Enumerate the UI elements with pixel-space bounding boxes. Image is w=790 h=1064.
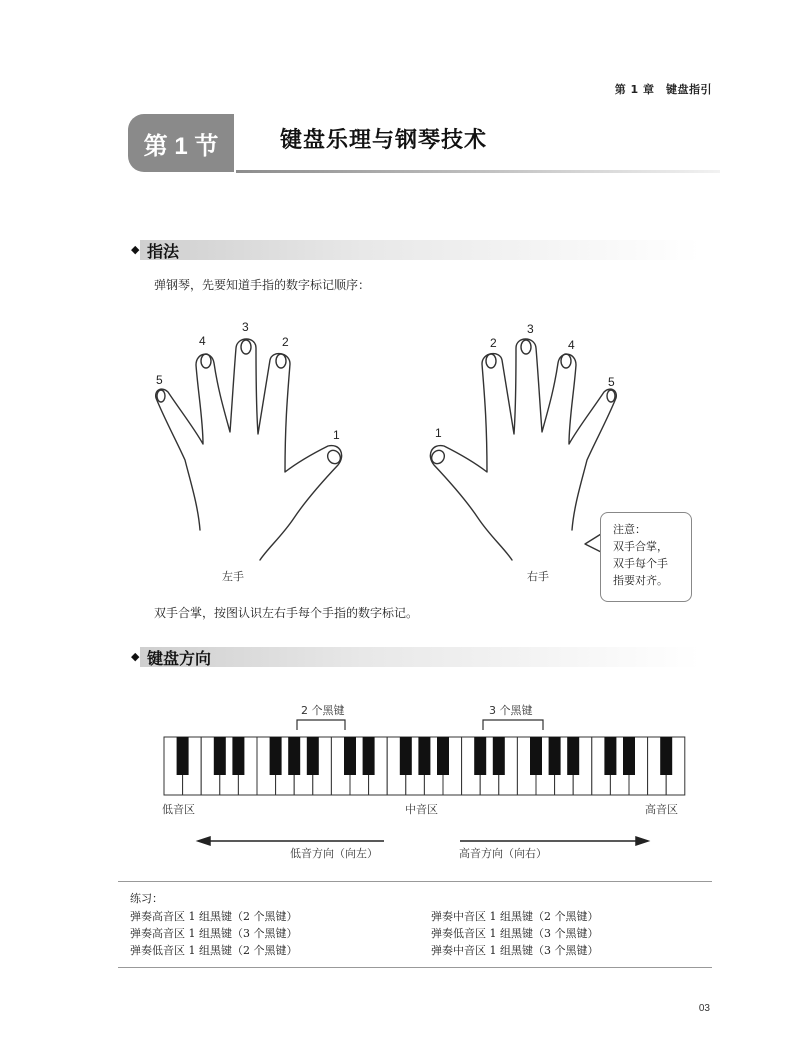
right-finger-number: 3	[527, 322, 534, 336]
black-key	[567, 737, 579, 775]
high-register-label: 高音区	[645, 803, 678, 816]
low-register-label: 低音区	[162, 803, 195, 816]
low-direction-label: 低音方向（向左）	[290, 847, 378, 860]
diamond-bullet-icon: ◆	[131, 243, 140, 256]
exercise-item: 弹奏中音区 1 组黑键（3 个黑键）	[431, 944, 599, 957]
two-black-keys-label: 2 个黑键	[301, 704, 345, 717]
left-finger-number: 4	[199, 334, 206, 348]
note-line: 双手每个手	[613, 557, 668, 570]
black-key	[270, 737, 282, 775]
black-key	[549, 737, 561, 775]
diamond-bullet-icon: ◆	[131, 650, 140, 663]
black-key	[493, 737, 505, 775]
black-key	[400, 737, 412, 775]
section-title: 键盘乐理与钢琴技术	[280, 128, 488, 153]
chapter-header: 第 1 章 键盘指引	[614, 83, 712, 96]
right-finger-number: 5	[608, 375, 615, 389]
left-finger-number: 1	[333, 428, 340, 442]
exercise-title: 练习：	[130, 892, 163, 905]
black-key	[530, 737, 542, 775]
high-direction-label: 高音方向（向右）	[459, 847, 547, 860]
three-black-keys-label: 3 个黑键	[489, 704, 533, 717]
exercise-item: 弹奏高音区 1 组黑键（2 个黑键）	[130, 910, 298, 923]
left-hand-label: 左手	[222, 570, 244, 583]
exercise-item: 弹奏低音区 1 组黑键（2 个黑键）	[130, 944, 298, 957]
black-key	[288, 737, 300, 775]
fingering-heading: 指法	[147, 242, 180, 261]
right-finger-number: 4	[568, 338, 575, 352]
low-arrowhead-icon	[198, 837, 210, 845]
fingering-intro: 弹钢琴，先要知道手指的数字标记顺序：	[154, 278, 371, 292]
black-key	[437, 737, 449, 775]
black-key	[363, 737, 375, 775]
high-arrowhead-icon	[636, 837, 648, 845]
bracket-two-black-keys	[297, 720, 345, 730]
black-key	[623, 737, 635, 775]
black-key	[232, 737, 244, 775]
black-key	[418, 737, 430, 775]
black-key	[214, 737, 226, 775]
left-finger-number: 3	[242, 320, 249, 334]
page-number: 03	[698, 1003, 710, 1014]
left-finger-number: 2	[282, 335, 289, 349]
black-key	[660, 737, 672, 775]
black-key	[474, 737, 486, 775]
keyboard-heading: 键盘方向	[147, 649, 212, 668]
black-key	[307, 737, 319, 775]
fingering-caption: 双手合掌，按图认识左右手每个手指的数字标记。	[154, 606, 419, 620]
note-line: 注意：	[613, 523, 646, 536]
note-line: 指要对齐。	[613, 574, 668, 587]
bracket-three-black-keys	[483, 720, 543, 730]
section-tab: 第 1 节	[128, 114, 234, 172]
right-hand-label: 右手	[527, 570, 549, 583]
black-key	[177, 737, 189, 775]
exercise-item: 弹奏高音区 1 组黑键（3 个黑键）	[130, 927, 298, 940]
exercise-bottom-rule	[118, 967, 712, 968]
exercise-item: 弹奏低音区 1 组黑键（3 个黑键）	[431, 927, 599, 940]
right-finger-number: 1	[435, 426, 442, 440]
black-key	[344, 737, 356, 775]
exercise-top-rule	[118, 881, 712, 882]
left-finger-number: 5	[156, 373, 163, 387]
right-finger-number: 2	[490, 336, 497, 350]
middle-register-label: 中音区	[405, 803, 438, 816]
exercise-item: 弹奏中音区 1 组黑键（2 个黑键）	[431, 910, 599, 923]
note-line: 双手合掌，	[613, 540, 668, 553]
black-key	[604, 737, 616, 775]
